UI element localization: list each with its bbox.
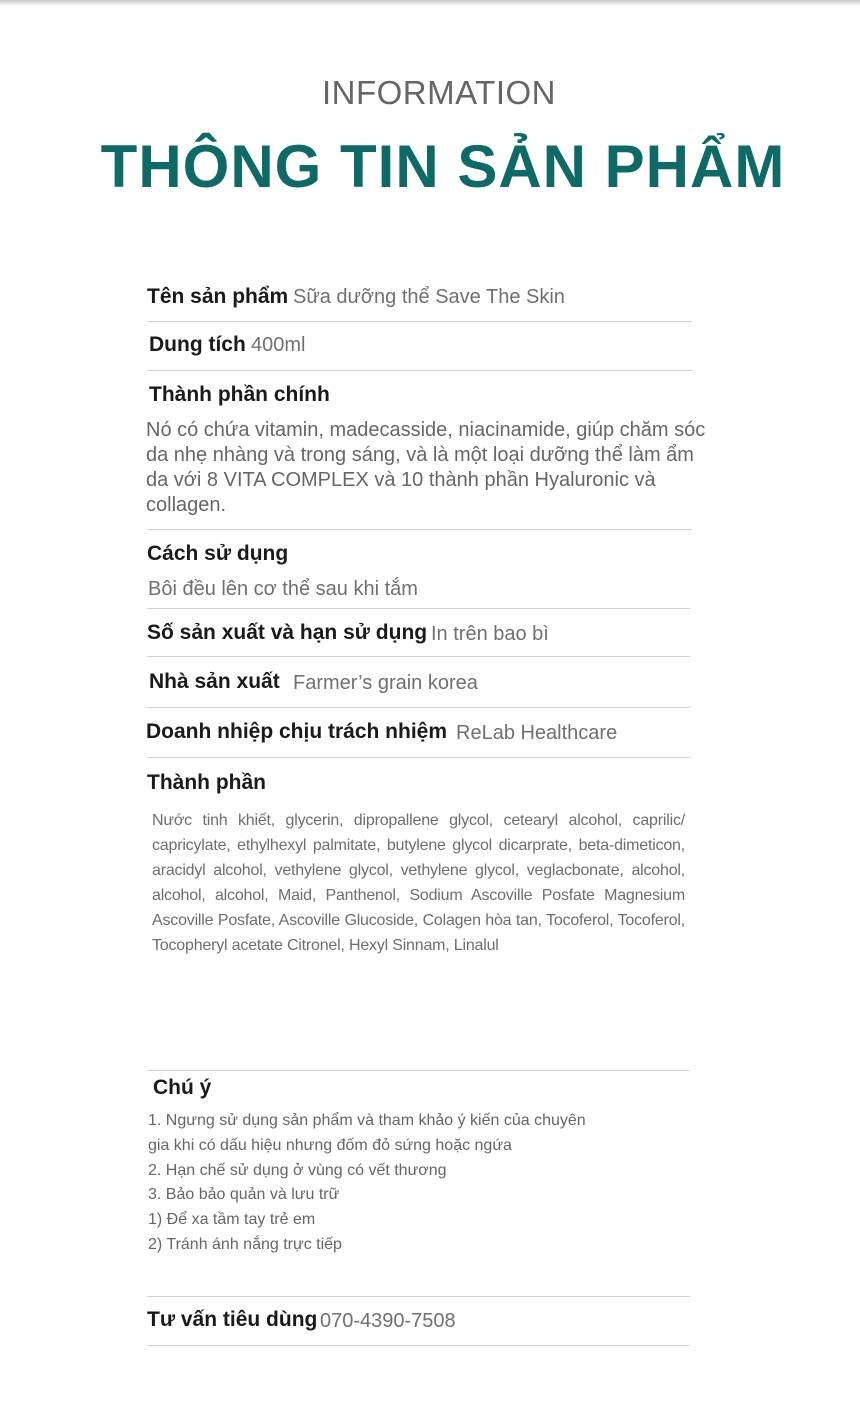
caution-line: 2) Tránh ánh nắng trực tiếp: [148, 1235, 342, 1253]
caution-label: Chú ý: [153, 1076, 212, 1099]
consult-phone: 070-4390-7508: [320, 1310, 456, 1332]
divider: [147, 370, 692, 371]
caution-line: 1. Ngưng sử dụng sản phẩm và tham khảo ý kiến của chuyên: [148, 1112, 586, 1129]
caution-line: 1) Để xa tầm tay trẻ em: [148, 1211, 316, 1229]
section-eyebrow: INFORMATION: [321, 74, 557, 111]
page-title: THÔNG TIN SẢN PHẨM: [100, 133, 786, 200]
divider: [147, 608, 690, 609]
main-ingredients-label: Thành phần chính: [149, 383, 330, 406]
caution-line: 2. Hạn chế sử dụng ở vùng có vết thương: [148, 1161, 447, 1179]
caution-notes: [148, 1109, 668, 1258]
divider: [147, 757, 690, 758]
volume-value: 400ml: [251, 334, 306, 356]
product-name-label: Tên sản phẩm: [147, 285, 289, 308]
divider: [147, 1070, 690, 1071]
divider: [147, 656, 690, 657]
top-edge-shadow: [0, 0, 860, 6]
ingredients-text: Nước tinh khiết, glycerin, dipropallene glycol, cetearyl alcohol, caprilic/ capricylate, ethylhexyl palmitate, butylene glycol dicarprate, beta-dimeticon, aracidyl alcohol, vethylene glycol, vethylene glycol, veglacbonate, alcohol, alcohol, alcohol, Maid, Panthenol, Sodium Ascoville Posfate Magnesium Ascoville Posfate, Ascoville Glucoside, Colagen hòa tan, Tocoferol, Tocoferol, Tocopheryl acetate Citronel, Hexyl Sinnam, Linalul: [152, 812, 685, 954]
divider: [147, 1345, 690, 1346]
divider: [147, 707, 690, 708]
responsible-company-value: ReLab Healthcare: [456, 722, 618, 744]
product-name-value: Sữa dưỡng thể Save The Skin: [293, 286, 565, 308]
ingredients-label: Thành phần: [147, 771, 266, 794]
lot-expiry-value: In trên bao bì: [431, 623, 549, 645]
usage-value: Bôi đều lên cơ thể sau khi tắm: [148, 578, 418, 600]
divider: [147, 529, 692, 530]
divider: [147, 321, 692, 322]
manufacturer-value: Farmer’s grain korea: [293, 672, 478, 694]
main-ingredients-text: Nó có chứa vitamin, madecasside, niacinamide, giúp chăm sóc da nhẹ nhàng và trong sáng, và là một loại dưỡng thể làm ẩm da với 8 VITA COMPLEX và 10 thành phần Hyaluronic và collagen.: [146, 419, 706, 516]
caution-line: 3. Bảo bảo quản và lưu trữ: [148, 1186, 340, 1204]
usage-label: Cách sử dụng: [147, 542, 289, 565]
responsible-company-label: Doanh nhiệp chịu trách nhiệm: [146, 720, 448, 743]
consult-label: Tư vấn tiêu dùng: [147, 1308, 318, 1331]
divider: [147, 1296, 690, 1297]
caution-line: gia khi có dấu hiệu nhưng đốm đỏ sứng hoặc ngứa: [148, 1136, 512, 1154]
lot-expiry-label: Số sản xuất và hạn sử dụng: [147, 621, 428, 644]
manufacturer-label: Nhà sản xuất: [149, 670, 280, 693]
volume-label: Dung tích: [149, 333, 246, 356]
